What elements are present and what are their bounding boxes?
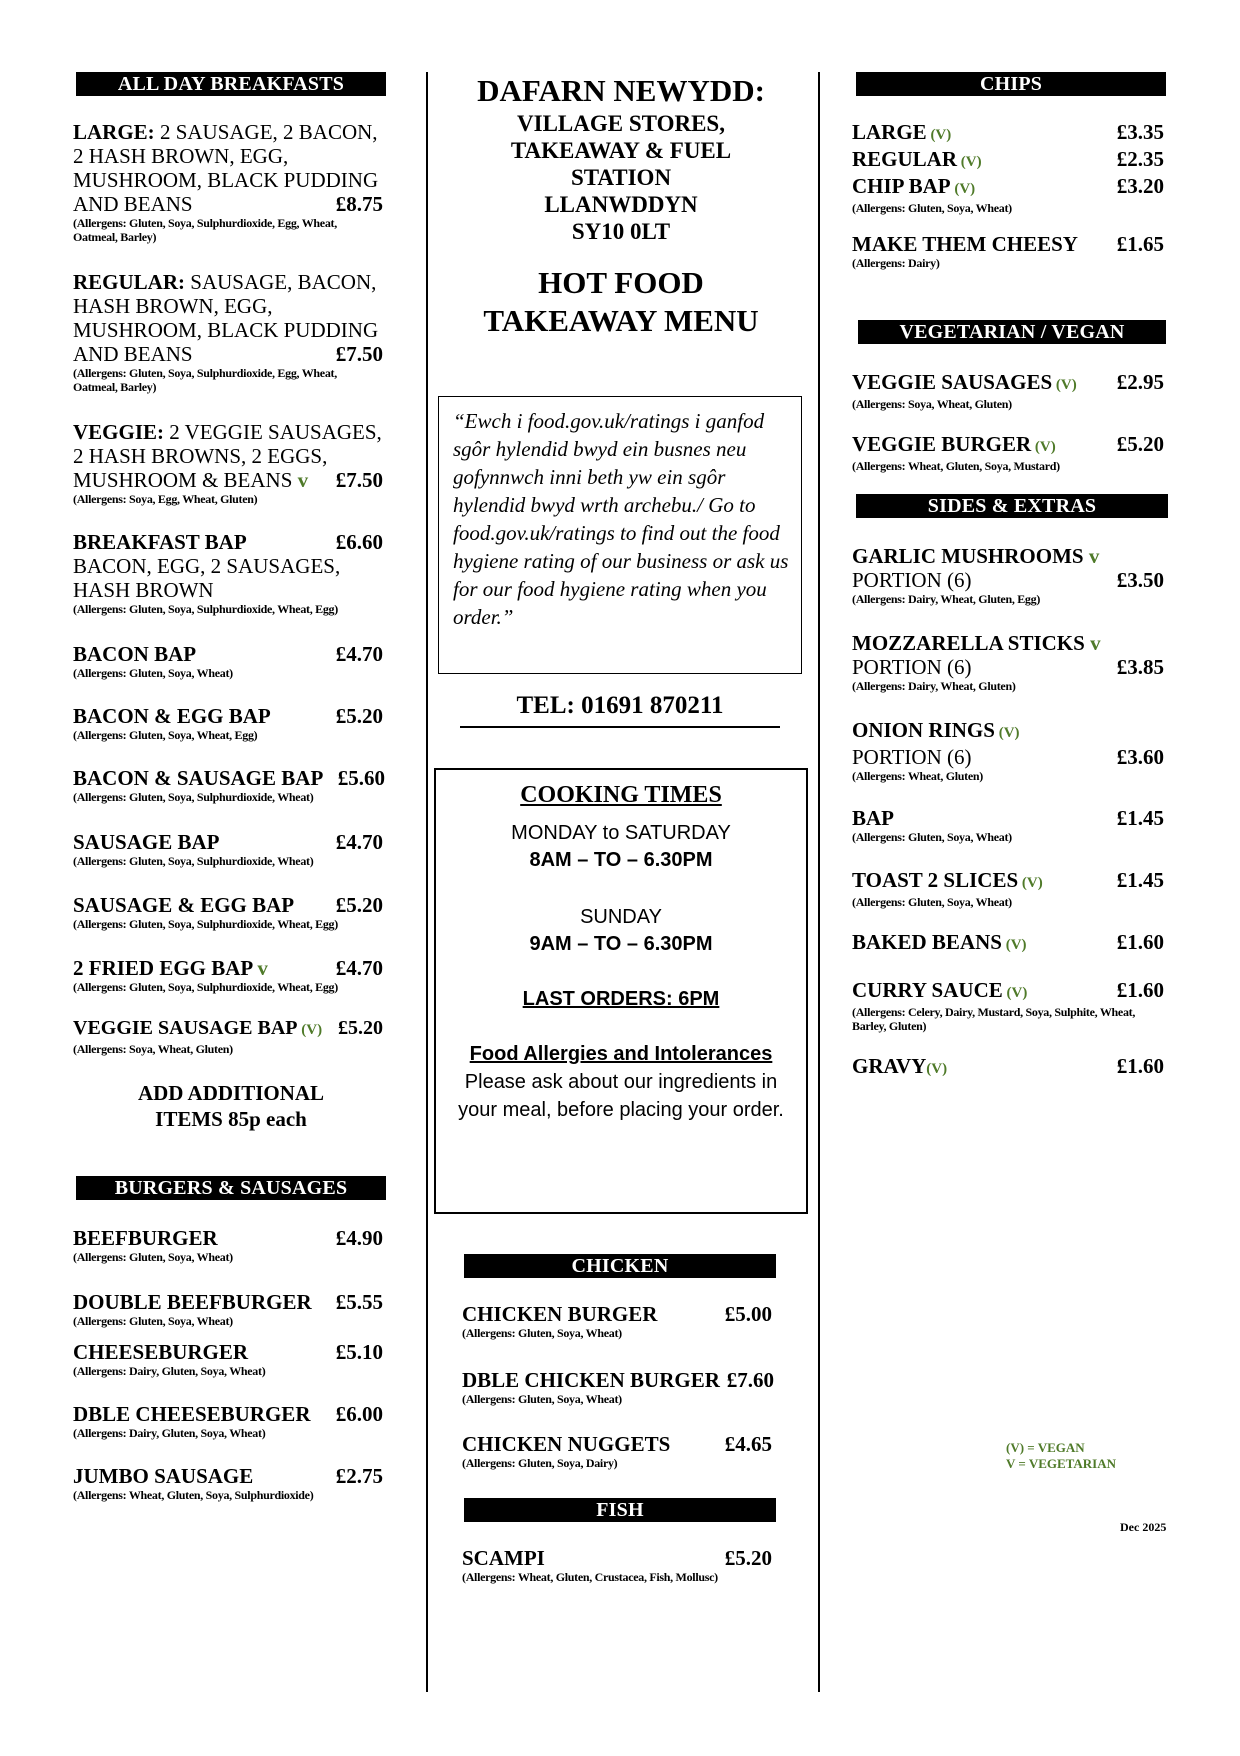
item-portion: PORTION (6)	[852, 568, 972, 592]
additional-items-note	[76, 1080, 386, 1132]
item-allergens: (Allergens: Wheat, Gluten)	[852, 769, 983, 783]
item-allergens: (Allergens: Soya, Egg, Wheat, Gluten)	[73, 492, 258, 506]
item-name: BACON & EGG BAP	[73, 704, 271, 728]
item-name: MAKE THEM CHEESY	[852, 232, 1078, 256]
menu-title	[440, 264, 802, 340]
item-price: £5.60	[337, 766, 385, 790]
item-allergens: (Allergens: Gluten, Soya, Wheat)	[852, 895, 1012, 909]
item-price: £4.70	[335, 956, 383, 980]
last-orders: LAST ORDERS: 6PM	[522, 988, 720, 1010]
item-name: REGULAR	[852, 147, 958, 171]
vegan-mark: (V)	[957, 154, 982, 170]
weekday-label: MONDAY to SATURDAY	[511, 822, 731, 844]
item-price: £8.75	[335, 192, 383, 216]
item-price: £2.75	[335, 1464, 383, 1488]
menu-item-veggie-sausages	[852, 370, 1164, 411]
item-allergens: (Allergens: Dairy, Wheat, Gluten)	[852, 679, 1016, 693]
item-allergens: (Allergens: Gluten, Soya, Sulphurdioxide, Wheat)	[73, 854, 314, 868]
vegan-mark: (V)	[1002, 985, 1028, 1001]
item-price: £5.20	[335, 704, 383, 728]
menu-item-cheesy	[852, 232, 1164, 270]
section-header-fish: FISH	[464, 1498, 776, 1522]
item-allergens: (Allergens: Gluten, Soya, Wheat)	[462, 1392, 622, 1406]
item-allergens: (Allergens: Celery, Dairy, Mustard, Soya, Sulphite, Wheat, Barley, Gluten)	[852, 1005, 1136, 1033]
menu-item-veggie-burger	[852, 432, 1164, 473]
item-name: DOUBLE BEEFBURGER	[73, 1290, 312, 1314]
telephone-number: TEL: 01691 870211	[516, 692, 724, 719]
item-price: £2.35	[1116, 147, 1164, 171]
menu-item-scampi	[462, 1546, 772, 1584]
vegan-legend	[1006, 1440, 1116, 1472]
item-price: £3.35	[1116, 120, 1164, 144]
item-price: £5.20	[338, 1017, 383, 1039]
menu-item-burger	[73, 1226, 383, 1264]
menu-item-chicken	[462, 1368, 774, 1406]
item-desc: MUSHROOM, BLACK PUDDING	[73, 318, 379, 342]
vegan-mark: (V)	[1001, 937, 1027, 953]
menu-item-burger	[73, 1290, 383, 1328]
menu-item-bap	[73, 956, 383, 994]
menu-item-mozzarella-sticks	[852, 631, 1164, 693]
weekday-hours: 8AM – TO – 6.30PM	[529, 849, 713, 871]
item-name: DBLE CHEESEBURGER	[73, 1402, 311, 1426]
allergy-text: Please ask about our ingredients in your meal, before placing your order.	[458, 1071, 784, 1121]
menu-date: Dec 2025	[1120, 1520, 1167, 1534]
vegetarian-mark: v	[1083, 544, 1100, 568]
item-name: DBLE CHICKEN BURGER	[462, 1368, 720, 1392]
column-divider-left	[426, 72, 428, 1692]
item-allergens: (Allergens: Gluten, Soya, Sulphurdioxide, Wheat, Egg)	[73, 602, 338, 616]
address-line: TAKEAWAY & FUEL	[510, 138, 732, 163]
item-name: SAUSAGE & EGG BAP	[73, 893, 295, 917]
menu-item-side	[852, 930, 1164, 957]
item-price: £4.90	[335, 1226, 383, 1250]
menu-item-bap	[73, 766, 385, 804]
menu-title-line-1: HOT FOOD	[538, 265, 704, 300]
item-name: ONION RINGS	[852, 718, 995, 742]
item-price: £4.70	[335, 642, 383, 666]
item-name: SCAMPI	[462, 1546, 545, 1570]
menu-item-bap	[73, 893, 383, 931]
address-line: LLANWDDYN	[544, 192, 698, 217]
menu-item-large-breakfast	[73, 120, 383, 244]
item-name: CHICKEN NUGGETS	[462, 1432, 671, 1456]
menu-item-bap	[73, 642, 383, 680]
menu-item-breakfast-bap	[73, 530, 383, 616]
vegetarian-mark: v	[1084, 631, 1101, 655]
item-desc: SAUSAGE, BACON,	[185, 270, 377, 294]
legend-vegetarian: V = VEGETARIAN	[1006, 1456, 1116, 1471]
item-name: BREAKFAST BAP	[73, 530, 247, 554]
item-price: £1.60	[1116, 930, 1164, 954]
item-price: £3.85	[1116, 655, 1164, 679]
item-allergens: (Allergens: Gluten, Soya, Wheat)	[852, 830, 1012, 844]
menu-item-chicken	[462, 1302, 772, 1340]
menu-item-side	[852, 1054, 1164, 1081]
vegan-mark: (V)	[1018, 875, 1043, 891]
item-allergens: (Allergens: Gluten, Soya, Sulphurdioxide, Egg, Wheat, Oatmeal, Barley)	[73, 366, 337, 394]
item-name: CHICKEN BURGER	[462, 1302, 658, 1326]
item-desc: MUSHROOM, BLACK PUDDING	[73, 168, 379, 192]
address-line: VILLAGE STORES,	[517, 111, 725, 136]
cooking-times-title: COOKING TIMES	[520, 782, 722, 808]
item-allergens: (Allergens: Gluten, Soya, Sulphurdioxide, Wheat)	[73, 790, 314, 804]
item-price: £3.60	[1116, 745, 1164, 769]
address-line: SY10 0LT	[571, 219, 671, 244]
item-name: LARGE	[852, 120, 927, 144]
section-header-chicken: CHICKEN	[464, 1254, 776, 1278]
item-name: VEGGIE:	[73, 420, 165, 444]
menu-item-side	[852, 978, 1164, 1033]
item-price: £6.60	[335, 530, 383, 554]
item-price: £3.50	[1116, 568, 1164, 592]
item-allergens: (Allergens: Gluten, Soya, Wheat)	[73, 666, 233, 680]
menu-item-chicken	[462, 1432, 772, 1470]
item-name: MOZZARELLA STICKS	[852, 631, 1085, 655]
menu-item-burger	[73, 1340, 383, 1378]
item-price: £5.20	[724, 1546, 772, 1570]
vegetarian-mark: v	[292, 468, 309, 492]
column-divider-right	[818, 72, 820, 1692]
item-allergens: (Allergens: Dairy, Gluten, Soya, Wheat)	[73, 1364, 266, 1378]
menu-item-regular-breakfast	[73, 270, 383, 394]
item-allergens: (Allergens: Gluten, Soya, Sulphurdioxide, Egg, Wheat, Oatmeal, Barley)	[73, 216, 337, 244]
item-allergens: (Allergens: Wheat, Gluten, Soya, Mustard)	[852, 459, 1060, 473]
menu-item-veggie-breakfast	[73, 420, 383, 506]
menu-item-side	[852, 806, 1164, 844]
store-name: DAFARN NEWYDD:	[477, 73, 765, 108]
menu-item-bap	[73, 1016, 383, 1056]
hygiene-rating-notice: “Ewch i food.gov.uk/ratings i ganfod sgôr hylendid bwyd ein busnes neu gofynnwch inni beth yw ein sgôr hylendid bwyd wrth archebu./ Go to food.gov.uk/ratings to find out the food hygiene rating of our business or ask us for our food hygiene rating when you order.”	[438, 396, 802, 674]
item-allergens: (Allergens: Wheat, Gluten, Soya, Sulphurdioxide)	[73, 1488, 314, 1502]
item-allergens: (Allergens: Dairy)	[852, 256, 940, 270]
vegan-mark: (V)	[950, 181, 976, 197]
item-name: BEEFBURGER	[73, 1226, 218, 1250]
vegan-mark: (V)	[297, 1022, 323, 1038]
vegan-mark: (V)	[926, 127, 952, 143]
menu-item-burger	[73, 1402, 383, 1440]
menu-item-side	[852, 868, 1164, 909]
store-heading	[440, 72, 802, 245]
item-portion: PORTION (6)	[852, 745, 972, 769]
sunday-hours: 9AM – TO – 6.30PM	[529, 933, 713, 955]
item-desc: BACON, EGG, 2 SAUSAGES,	[73, 554, 341, 578]
item-desc: AND BEANS	[73, 342, 193, 366]
item-portion: PORTION (6)	[852, 655, 972, 679]
item-price: £5.20	[335, 893, 383, 917]
item-name: VEGGIE SAUSAGES	[852, 370, 1053, 394]
allergy-title: Food Allergies and Intolerances	[469, 1043, 773, 1065]
vegan-mark: (V)	[1031, 439, 1056, 455]
item-allergens: (Allergens: Soya, Wheat, Gluten)	[852, 397, 1012, 411]
item-price: £1.60	[1116, 978, 1164, 1002]
item-name: JUMBO SAUSAGE	[73, 1464, 254, 1488]
item-allergens: (Allergens: Gluten, Soya, Dairy)	[462, 1456, 618, 1470]
item-name: 2 FRIED EGG BAP	[73, 956, 253, 980]
vegan-mark: (V)	[994, 725, 1020, 741]
item-allergens: (Allergens: Gluten, Soya, Wheat, Egg)	[73, 728, 258, 742]
item-allergens: (Allergens: Gluten, Soya, Sulphurdioxide, Wheat, Egg)	[73, 980, 338, 994]
item-price: £4.70	[335, 830, 383, 854]
item-price: £3.20	[1116, 174, 1164, 198]
item-allergens: (Allergens: Gluten, Soya, Wheat)	[73, 1314, 233, 1328]
item-price: £4.65	[724, 1432, 772, 1456]
item-name: VEGGIE SAUSAGE BAP	[73, 1017, 298, 1039]
section-header-sides: SIDES & EXTRAS	[856, 494, 1168, 518]
additional-line-1: ADD ADDITIONAL	[137, 1081, 325, 1105]
item-price: £7.50	[335, 468, 383, 492]
cooking-times-box	[434, 768, 808, 1214]
vegan-mark: (V)	[926, 1061, 948, 1077]
address-line: STATION	[570, 165, 672, 190]
item-price: £1.60	[1116, 1054, 1164, 1078]
item-name: GARLIC MUSHROOMS	[852, 544, 1084, 568]
item-allergens: (Allergens: Dairy, Gluten, Soya, Wheat)	[73, 1426, 266, 1440]
item-name: BACON & SAUSAGE BAP	[73, 766, 324, 790]
item-price: £1.45	[1116, 868, 1164, 892]
item-name: BAKED BEANS	[852, 930, 1002, 954]
item-price: £5.10	[335, 1340, 383, 1364]
section-header-chips: CHIPS	[856, 72, 1166, 96]
section-header-burgers: BURGERS & SAUSAGES	[76, 1176, 386, 1200]
additional-line-2: ITEMS 85p each	[155, 1107, 307, 1131]
item-desc: HASH BROWN, EGG,	[73, 294, 273, 318]
sunday-label: SUNDAY	[580, 906, 662, 928]
item-desc: 2 VEGGIE SAUSAGES,	[164, 420, 382, 444]
item-allergens: (Allergens: Soya, Wheat, Gluten)	[73, 1042, 233, 1056]
legend-vegan: (V) = VEGAN	[1006, 1440, 1085, 1455]
item-allergens: (Allergens: Wheat, Gluten, Crustacea, Fish, Mollusc)	[462, 1570, 718, 1584]
vegetarian-mark: v	[252, 956, 268, 980]
menu-item-bap	[73, 830, 383, 868]
item-price: £5.55	[335, 1290, 383, 1314]
item-name: CHEESEBURGER	[73, 1340, 249, 1364]
item-desc: 2 HASH BROWNS, 2 EGGS,	[73, 444, 328, 468]
item-name: CHIP BAP	[852, 174, 951, 198]
item-desc: 2 SAUSAGE, 2 BACON,	[154, 120, 378, 144]
item-name: VEGGIE BURGER	[852, 432, 1032, 456]
section-header-breakfasts: ALL DAY BREAKFASTS	[76, 72, 386, 96]
item-price: £2.95	[1116, 370, 1164, 394]
item-allergens: (Allergens: Gluten, Soya, Sulphurdioxide, Wheat, Egg)	[73, 917, 338, 931]
item-price: £1.45	[1116, 806, 1164, 830]
item-allergens: (Allergens: Gluten, Soya, Wheat)	[852, 201, 1012, 215]
menu-item-onion-rings	[852, 718, 1164, 783]
item-price: £7.50	[335, 342, 383, 366]
item-allergens: (Allergens: Gluten, Soya, Wheat)	[73, 1250, 233, 1264]
vegan-mark: (V)	[1052, 377, 1077, 393]
item-price: £6.00	[335, 1402, 383, 1426]
item-allergens: (Allergens: Dairy, Wheat, Gluten, Egg)	[852, 592, 1041, 606]
menu-item-garlic-mushrooms	[852, 544, 1164, 606]
item-name: BAP	[852, 806, 894, 830]
item-name: LARGE:	[73, 120, 155, 144]
menu-item-bap	[73, 704, 383, 742]
item-desc: 2 HASH BROWN, EGG,	[73, 144, 289, 168]
item-name: BACON BAP	[73, 642, 197, 666]
item-name: CURRY SAUCE	[852, 978, 1003, 1002]
item-desc: AND BEANS	[73, 192, 193, 216]
item-name: SAUSAGE BAP	[73, 830, 220, 854]
item-price: £1.65	[1116, 232, 1164, 256]
menu-item-burger	[73, 1464, 383, 1502]
item-price: £5.00	[724, 1302, 772, 1326]
item-desc: MUSHROOM & BEANS	[73, 468, 293, 492]
item-name: GRAVY	[852, 1054, 927, 1078]
section-header-vegetarian: VEGETARIAN / VEGAN	[858, 320, 1166, 344]
item-name: REGULAR:	[73, 270, 186, 294]
menu-item-chips	[852, 120, 1164, 215]
item-price: £7.60	[726, 1368, 774, 1392]
item-desc: HASH BROWN	[73, 578, 214, 602]
item-price: £5.20	[1116, 432, 1164, 456]
menu-title-line-2: TAKEAWAY MENU	[483, 303, 759, 338]
item-name: TOAST 2 SLICES	[852, 868, 1019, 892]
telephone-underline	[460, 726, 780, 728]
item-allergens: (Allergens: Gluten, Soya, Wheat)	[462, 1326, 622, 1340]
